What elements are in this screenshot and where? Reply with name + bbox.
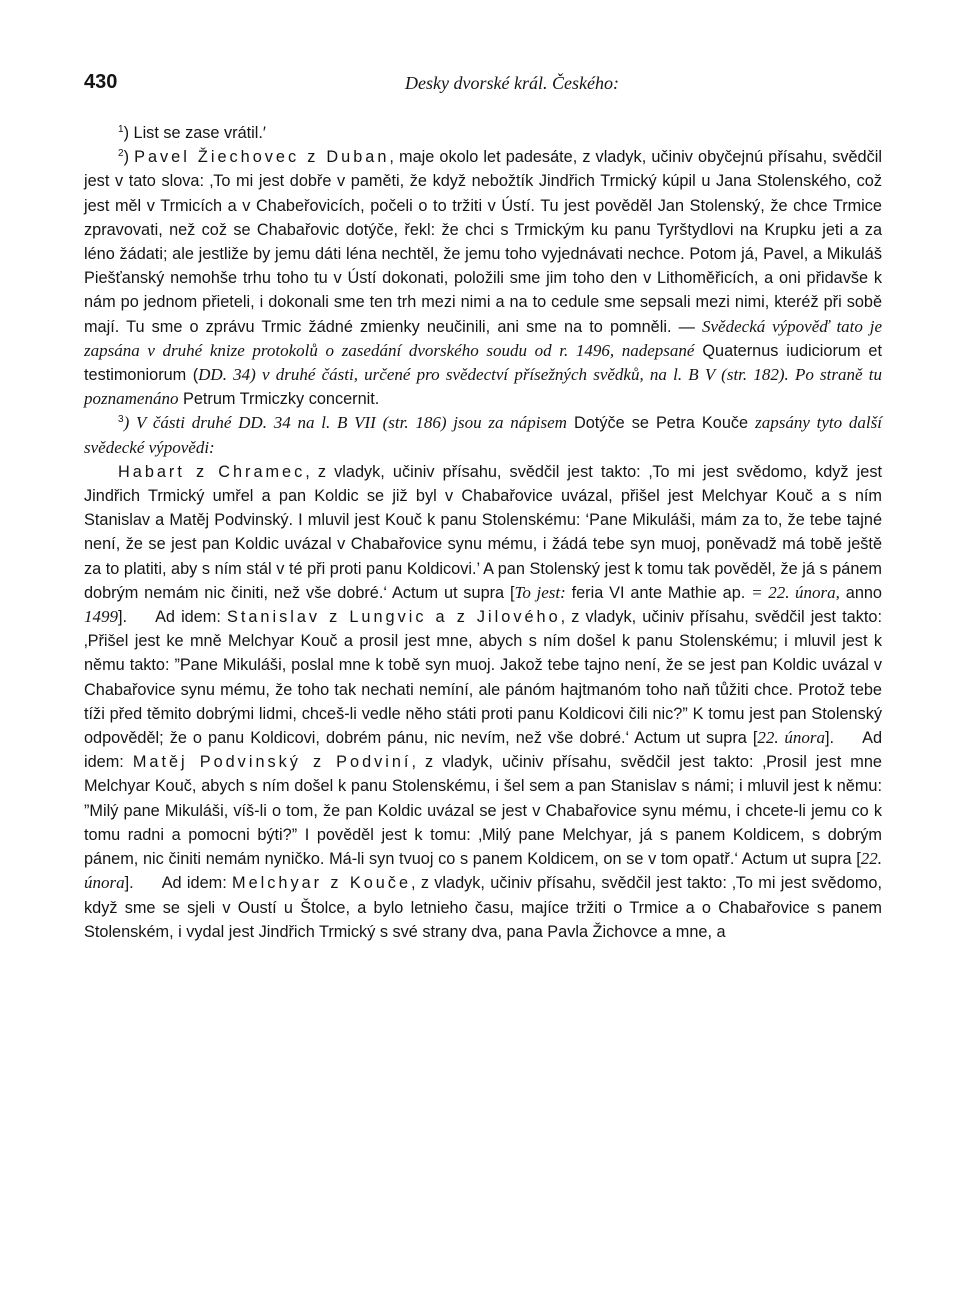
testimony-text: ].: [118, 608, 128, 627]
witness-name: Stanislav z Lungvic a z Jilového: [226, 608, 561, 627]
testimony-text: , z vladyk, učiniv přísahu, svědčil jest takto: ‚To mi jest svědomo, když sme se sjeli v Oustí u Štolce, a bylo letnieho času, majíce tržiti o Trmice a o Chabařovice s panem Stolenském, i vydal jest Jindřich Trmický s své strany dva, pana Pavla Žichovce a mne, a: [84, 874, 882, 941]
editorial-note: 22. února: [84, 849, 882, 893]
page-body: [84, 121, 882, 944]
footnote-text: Petrum Trmiczky concernit.: [178, 390, 380, 409]
page-header: [84, 71, 880, 101]
footnote-2: $^2$) Pavel Žiechovec z Duban, maje okolo let padesáte, z vladyk, učiniv obyčejnú přísahu, svědčil jest v tato slova: ‚To mi jest dobře v paměti, že když nebožtík Jindřich Trmický kúpil u Jana Stolenského, což jest měl v Trmicích a v Chabeřovicích, počeli o to tržiti v Ústí. Tu jest pověděl Jan Stolenský, že chce Trmice zpravovati, než což se Chabařovic dotýče, řekl: že chci s Trmickým ku panu Tyrštydlovi na Krupku jeti a za léno žádati; ale jestliže by jemu dáti léna nechtěl, že jemu toho vyjednávati nechce. Potom já, Pavel, a Mikuláš Piešťanský nemohše trhu toho tu v Ústí dokonati, položili sme jim toho den v Lithoměřicích, a oni přidavše k nám po jednom přieteli, i dokonali sme ten trh mezi nimi a na to cedule sme sepsali mezi nimi, kteréž při sobě mají. Tu sme o zprávu Trmic žádné zmienky neučinili, ani sme na to pomněli. — Svědecká výpověď tato je zapsána v druhé knize protokolů o zasedání dvorského soudu od r. 1496, nadepsané Quaternus iudiciorum et testimoniorum (DD. 34) v druhé části, určené pro svědectví přísežných svědků, na l. B V (str. 182). Po straně tu poznamenáno Petrum Trmiczky concernit.: [84, 148, 883, 409]
editorial-note: 22. února: [757, 728, 826, 748]
testimony-text: Ad idem:: [155, 608, 227, 627]
editorial-note: = 22. února,: [751, 582, 840, 602]
editorial-note: ) V části druhé DD. 34 na l. B VII (str. 186) jsou za nápisem: [123, 413, 567, 433]
page-number: 430: [84, 71, 118, 93]
editorial-note: Svědecká výpověď tato je zapsána v druhé knize protokolů o zasedání dvorského soudu od r. 1496, nadepsané: [84, 316, 883, 360]
footnote-text: Quaternus iudiciorum et testimoniorum (: [84, 341, 882, 385]
footnote-mark: 1: [118, 124, 124, 135]
witness-name: Matěj Podvinský z Podviní: [132, 753, 412, 772]
testimony-text: , z vladyk, učiniv přísahu, svědčil jest takto: ‚To mi jest svědomo, když jest Jindřich Trmický umřel a pan Koldic se již byl v Chabařovice uvázal, přišel jest Melchyar Kouč a s ním Stanislav a Matěj Podvinský. I mluvil jest Kouč k panu Stolenskému: ‘Pane Mikuláši, mám za to, že tebe tajné není, že se jest pan Koldic uvázal v Chabařovice synu mému, i žádá tebe syn muoj, poněvadž má tobě ještě za to platiti, aby s ním stál v té při proti panu Koldicovi.’ A pan Stolenský jest k tomu tak pověděl, že já s pánem dobrým nemám nic činiti, než vše dobré.‘ Actum ut supra [: [84, 462, 882, 602]
witness-name: Melchyar z Kouče: [232, 874, 411, 893]
testimony-text: Ad idem:: [84, 729, 882, 772]
footnote-1: [84, 121, 882, 145]
footnote-mark: 2: [118, 148, 124, 160]
footnote-3: [84, 411, 882, 459]
testimony-text: anno: [839, 583, 882, 602]
footnote-text: , maje okolo let padesáte, z vladyk, učiniv obyčejnú přísahu, svědčil jest v tato slova: ‚To mi jest dobře v paměti, že když nebožtík Jindřich Trmický kúpil u Jana Stolenského, což jest měl v Trmicích a v Chabeřovicích, počeli o to tržiti v Ústí. Tu jest pověděl Jan Stolenský, že chce Trmice zpravovati, než což se Chabařovic dotýče, řekl: že chci s Trmickým ku panu Tyrštydlovi na Krupku jeti a za léno žádati; ale jestliže by jemu dáti léna nechtěl, že jemu toho vyjednávati nechce. Potom já, Pavel, a Mikuláš Piešťanský nemohše trhu toho tu v Ústí dokonati, položili sme jim toho den v Lithoměřicích, a oni přidavše k nám po jednom přieteli, i dokonali sme ten trh mezi nimi a na to cedule sme sepsali mezi nimi, kteréž při sobě mají. Tu sme o zprávu Trmic žádné zmienky neučinili, ani sme na to pomněli. —: [84, 148, 882, 336]
footnote-mark: 3: [118, 414, 124, 426]
testimony-text: Ad idem:: [161, 874, 233, 893]
running-title: Desky dvorské král. Českého:: [405, 73, 619, 93]
editorial-note: DD. 34) v druhé části, určené pro svědectví přísežných svědků, na l. B V (str. 182). Po straně tu poznamenáno: [84, 365, 882, 409]
editorial-note: To jest:: [514, 582, 566, 602]
footnote-text: Dotýče se Petra Kouče: [566, 414, 756, 433]
testimony-text: , z vladyk, učiniv přísahu, svědčil jest takto: ‚Prosil jest mne Melchyar Kouč, abych s ním došel k panu Stolenskému, i šel sem a pan Stanislav s námi; i mluvil jest k němu: ”Milý pane Mikuláši, víš-li o tom, že pan Koldic uvázal se jest v Chabařovice synu mému, i chcete-li jemu co k tomu radni a pomocni býti?” I pověděl jest k tomu: ‚Milý pane Melchyar, já s panem Koldicem, s dobrým pánem, nic činiti nemám nyničko. Má-li syn tvuoj co s panem Koldicem, on se v tom opatř.‘ Actum ut supra [: [84, 753, 882, 869]
witness-name: Habart z Chramec: [118, 462, 306, 481]
testimony-paragraph: [84, 460, 882, 944]
editorial-note: 1499: [84, 607, 118, 627]
testimony-text: ].: [825, 729, 835, 748]
testimony-text: ].: [124, 874, 134, 893]
witness-name: Pavel Žiechovec z Duban: [134, 148, 390, 167]
testimony-text: feria VI ante Mathie ap.: [565, 583, 752, 602]
testimony-text: , z vladyk, učiniv přísahu, svědčil jest takto: ‚Přišel jest ke mně Melchyar Kouč a prosil jest mne, abych s ním došel k panu Stolenskému; i mluvil jest k němu takto: ”Pane Mikuláši, poslal mne k tobě syn muoj. Jakož tebe tajno není, že se jest pan Koldic uvázal v Chabařovice synu mému, že toho tak nechati nemíní, ale pánóm hajtmanóm toho naň tůžiti chce. Protož tebe tíži před těmito dobrými lidmi, chceš-li vedle něho státi proti panu Koldicovi čili nic?” K tomu jest pan Stolenský odpověděl; že o panu Koldicovi, dobrém pánu, nic nevím, než vše dobré.‘ Actum ut supra [: [84, 608, 882, 748]
editorial-note: zapsány tyto další svědecké výpovědi:: [84, 413, 882, 457]
footnote-text: ) List se zase vrátil.′: [123, 124, 266, 142]
